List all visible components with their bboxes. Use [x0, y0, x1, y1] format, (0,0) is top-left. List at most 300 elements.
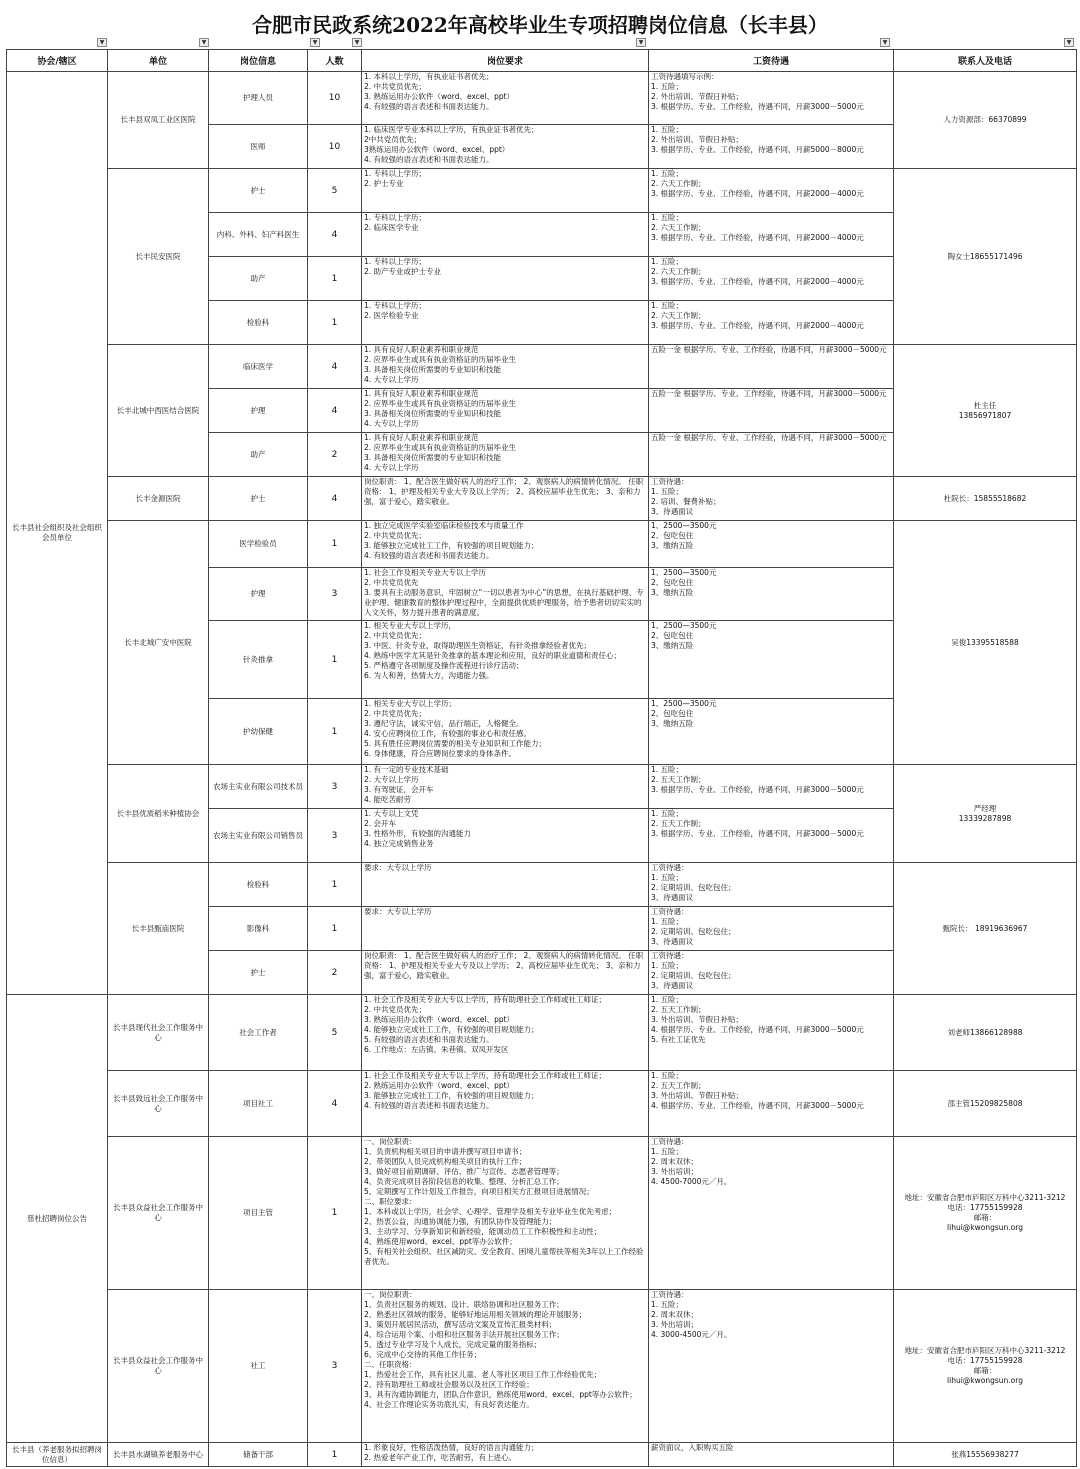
contact-cell: 严经理 13339287898 [894, 765, 1077, 863]
requirement-cell-line: 4. 大专以上学历 [364, 375, 419, 384]
requirement-cell-line: 2. 中共党员优先 [364, 578, 419, 587]
unit-cell: 长丰县致远社会工作服务中心 [108, 1071, 209, 1137]
salary-cell-line: 工资待遇： [651, 1290, 689, 1299]
post-cell: 医学检验员 [209, 521, 308, 568]
table-row [7, 765, 1077, 809]
requirement-cell [362, 809, 649, 863]
salary-cell [649, 809, 894, 863]
requirement-cell [362, 1443, 649, 1467]
salary-cell-line: 3、待遇面议 [651, 937, 694, 946]
salary-cell [649, 621, 894, 699]
salary-cell [649, 389, 894, 433]
salary-cell [649, 521, 894, 568]
filter-dropdown-icon[interactable]: ▼ [880, 38, 890, 47]
requirement-cell [362, 213, 649, 257]
post-cell: 检验科 [209, 863, 308, 907]
requirement-cell-line: 1. 独立完成医学实验室临床检验技术与质量工作 [364, 521, 524, 530]
salary-cell-line: 2、包吃包住 [651, 531, 694, 540]
salary-cell-line: 4. 3000-4500元／月。 [651, 1330, 732, 1339]
requirement-cell-line: 1. 具有良好人职业素养和职业规范 [364, 433, 479, 442]
requirement-cell [362, 568, 649, 621]
post-cell: 助产 [209, 257, 308, 301]
table-row [7, 345, 1077, 389]
header-count: 人数 [308, 50, 362, 72]
salary-cell-line: 2. 五天工作制； [651, 819, 706, 828]
header-assoc: 协会/辖区 [7, 50, 108, 72]
requirement-cell-line: 1. 本科以上学历，有执业证书者优先； [364, 72, 494, 81]
post-cell: 护士 [209, 951, 308, 995]
salary-cell-line: 1. 五险； [651, 961, 684, 970]
requirement-cell-line: 2. 助产专业或护士专业 [364, 267, 442, 276]
requirement-cell-line: 2. 医学检验专业 [364, 311, 419, 320]
count-cell: 4 [308, 345, 362, 389]
salary-cell-line: 3. 根据学历、专业、工作经验，待遇不同，月薪2000－4000元 [651, 321, 864, 330]
requirement-cell-line: 1. 社会工作及相关专业大专以上学历，持有助理社会工作师或社工师证； [364, 1071, 607, 1080]
count-cell: 1 [308, 907, 362, 951]
requirement-cell-line: 1. 临床医学专业本科以上学历，有执业证书者优先； [364, 125, 539, 134]
salary-cell-line: 1. 五险； [651, 995, 684, 1004]
count-cell: 1 [308, 621, 362, 699]
requirement-cell [362, 477, 649, 521]
count-cell: 5 [308, 995, 362, 1071]
salary-cell [649, 995, 894, 1071]
unit-cell: 长丰北城中西医结合医院 [108, 345, 209, 477]
requirement-cell-line: 3. 遵纪守法，诚实守信，品行端正，人格健全。 [364, 719, 524, 728]
requirement-cell [362, 1071, 649, 1137]
requirement-cell-line: 3. 具备相关岗位所需要的专业知识和技能 [364, 453, 502, 462]
contact-cell: 张燕15556938277 [894, 1443, 1077, 1467]
requirement-cell-line: 2. 中共党员优先； [364, 631, 427, 640]
requirement-cell-line: 6. 工作地点：左店镇、朱巷镇、双凤开发区 [364, 1045, 509, 1054]
unit-cell: 长丰县优质稻米种植协会 [108, 765, 209, 863]
requirement-cell [362, 621, 649, 699]
requirement-cell-line: 3. 有驾驶证，会开车 [364, 785, 434, 794]
salary-cell-line: 2. 周末双休； [651, 1157, 699, 1166]
count-cell: 2 [308, 951, 362, 995]
salary-cell-line: 2. 周末双休； [651, 1310, 699, 1319]
salary-cell-line: 1. 五险； [651, 1300, 684, 1309]
requirement-cell-line: 4、负责完成项目各阶段信息的收集、整理、分析汇总工作； [364, 1177, 564, 1186]
requirement-cell-line: 岗位职责： 1、配合医生做好病人的治疗工作； 2、观察病人的病情转化情况。 任职资格： 1、护理及相关专业大专及以上学历； 2、高校应届毕业生优先； 3、亲和力强，富于爱心，踏实敬业。 [364, 477, 644, 506]
requirement-cell-line: 1. 形象良好，性格活泼热情，良好的语言沟通能力； [364, 1443, 539, 1452]
salary-cell [649, 345, 894, 389]
requirement-cell-line: 1. 专科以上学历； [364, 257, 427, 266]
salary-cell-line: 3. 根据学历、专业、工作经验，待遇不同，月薪3000－5000元 [651, 829, 864, 838]
salary-cell-line: 工资待遇： [651, 863, 689, 872]
salary-cell-line: 3、待遇面议 [651, 981, 694, 990]
header-contact: 联系人及电话 [894, 50, 1077, 72]
salary-cell-line: 3. 外出培训、节假日补贴； [651, 1091, 744, 1100]
requirement-cell-line: 1. 社会工作及相关专业大专以上学历 [364, 568, 487, 577]
post-cell: 内科、外科、妇产科医生 [209, 213, 308, 257]
requirement-cell [362, 521, 649, 568]
requirement-cell [362, 907, 649, 951]
salary-cell-line: 5. 有社工证优先 [651, 1035, 706, 1044]
salary-cell-line: 2. 外出培训、节假日补贴； [651, 135, 744, 144]
salary-cell-line: 2. 六天工作制； [651, 267, 706, 276]
requirement-cell-line: 4. 独立完成销售业务 [364, 839, 434, 848]
table-row [7, 1290, 1077, 1443]
contact-cell: 陶女士18655171496 [894, 169, 1077, 345]
table-row [7, 477, 1077, 521]
salary-cell-line: 3. 根据学历、专业、工作经验，待遇不同，月薪2000－4000元 [651, 277, 864, 286]
unit-cell: 长丰金源医院 [108, 477, 209, 521]
salary-cell-line: 1. 五险； [651, 873, 684, 882]
salary-cell-line: 2. 定期培训、包吃包住； [651, 927, 736, 936]
requirement-cell-line: 6. 身体健康，符合应聘岗位要求的身体条件。 [364, 749, 517, 758]
filter-dropdown-icon[interactable]: ▼ [310, 38, 320, 47]
count-cell: 3 [308, 1290, 362, 1443]
requirement-cell-line: 3、做好项目前期调研、评估、推广与宣传、志愿者管理等； [364, 1167, 564, 1176]
salary-cell-line: 1. 五险； [651, 487, 684, 496]
requirement-cell-line: 4. 有较强的语言表述和书面表达能力。 [364, 1101, 494, 1110]
count-cell: 2 [308, 433, 362, 477]
requirement-cell-line: 要求：大专以上学历 [364, 863, 432, 872]
requirement-cell-line: 6. 为人和善，热情大方，沟通能力强。 [364, 671, 494, 680]
requirement-cell-line: 二、任职资格： [364, 1360, 417, 1369]
salary-cell [649, 169, 894, 213]
count-cell: 1 [308, 521, 362, 568]
post-cell: 项目主管 [209, 1137, 308, 1290]
salary-cell-line: 1. 五险； [651, 169, 684, 178]
salary-cell-line: 工资待遇： [651, 1137, 689, 1146]
requirement-cell-line: 4. 有较强的语言表述和书面表达能力。 [364, 102, 494, 111]
table-row [7, 521, 1077, 568]
salary-cell-line: 2. 六天工作制； [651, 223, 706, 232]
requirement-cell-line: 2、带领团队人员完成机构相关项目的执行工作； [364, 1157, 527, 1166]
post-cell: 社会工作者 [209, 995, 308, 1071]
count-cell: 10 [308, 72, 362, 125]
header-post: 岗位信息 [209, 50, 308, 72]
post-cell: 护士 [209, 477, 308, 521]
requirement-cell-line: 4. 大专以上学历 [364, 419, 419, 428]
salary-cell-line: 1. 五险； [651, 917, 684, 926]
salary-cell-line: 3. 外出培训； [651, 1320, 699, 1329]
salary-cell [649, 301, 894, 345]
requirement-cell-line: 4. 能够独立完成社工工作，有较强的项目规划能力； [364, 1025, 539, 1034]
requirement-cell-line: 1、负责社区服务的规划、设计、联络协调和社区服务工作； [364, 1300, 564, 1309]
assoc-cell: 长丰县（养老服务拟招聘岗位信息） [7, 1443, 108, 1467]
salary-cell [649, 72, 894, 125]
salary-cell-line: 1. 五险； [651, 125, 684, 134]
post-cell: 医师 [209, 125, 308, 169]
salary-cell-line: 薪资面议，入职购买五险 [651, 1443, 734, 1452]
post-cell: 针灸推拿 [209, 621, 308, 699]
unit-cell: 长丰县现代社会工作服务中心 [108, 995, 209, 1071]
salary-cell-line: 2. 五天工作制； [651, 775, 706, 784]
requirement-cell [362, 995, 649, 1071]
requirement-cell-line: 1. 大专以上文凭 [364, 809, 419, 818]
post-cell: 护理 [209, 568, 308, 621]
requirement-cell-line: 2. 中共党员优先； [364, 1005, 427, 1014]
salary-cell-line: 2、包吃包住 [651, 709, 694, 718]
requirement-cell-line: 1、负责机构相关项目的申请并撰写项目申请书； [364, 1147, 527, 1156]
contact-cell: 人力资源部：66370899 [894, 72, 1077, 169]
post-cell: 护理 [209, 389, 308, 433]
count-cell: 1 [308, 301, 362, 345]
contact-cell: 杜主任 13856971807 [894, 345, 1077, 477]
requirement-cell-line: 2. 护士专业 [364, 179, 404, 188]
count-cell: 4 [308, 1071, 362, 1137]
salary-cell [649, 433, 894, 477]
salary-cell-line: 3. 外出培训、节假日补贴； [651, 1015, 744, 1024]
salary-cell-line: 3. 根据学历、专业、工作经验，待遇不同，月薪3000－5000元 [651, 102, 864, 111]
contact-cell: 地址：安徽省合肥市庐阳区万科中心3211-3212 电话：17755159928 邮箱： lihui@kwongsun.org [894, 1137, 1077, 1290]
requirement-cell-line: 3. 中医、针灸专业，取得助理医生资格证，有针灸推拿经验者优先； [364, 641, 592, 650]
requirement-cell-line: 3. 要具有主动服务意识，牢固树立“一切以患者为中心”的思想，在执行基础护理、专业护理、健康教育的整体护理过程中，全面提供优质护理服务，给予患者切切实实的人文关怀，努力提升患者的满意度。 [364, 588, 644, 617]
requirement-cell-line: 2. 会开车 [364, 819, 397, 828]
requirement-cell-line: 1. 具有良好人职业素养和职业规范 [364, 389, 479, 398]
salary-cell-line: 3. 外出培训； [651, 1167, 699, 1176]
salary-cell-line: 1. 五险； [651, 1147, 684, 1156]
header-requirements: 岗位要求 [362, 50, 649, 72]
salary-cell [649, 213, 894, 257]
table-row [7, 995, 1077, 1071]
page-title: 合肥市民政系统2022年高校毕业生专项招聘岗位信息（长丰县） [252, 13, 828, 37]
requirement-cell-line: 4、熟练使用word、excel、ppt等办公软件； [364, 1237, 517, 1246]
salary-cell-line: 1. 五险； [651, 765, 684, 774]
requirement-cell-line: 2. 应界毕业生或具有执业资格证的历届毕业生 [364, 355, 517, 364]
header-salary: 工资待遇 [649, 50, 894, 72]
requirement-cell [362, 699, 649, 765]
salary-cell-line: 2、包吃包住 [651, 578, 694, 587]
count-cell: 4 [308, 477, 362, 521]
salary-cell-line: 1、2500—3500元 [651, 621, 717, 630]
salary-cell-line: 3、缴纳五险 [651, 719, 694, 728]
salary-cell-line: 2. 五天工作制； [651, 1081, 706, 1090]
requirement-cell-line: 2. 中共党员优先； [364, 82, 427, 91]
requirement-cell [362, 72, 649, 125]
post-cell: 项目社工 [209, 1071, 308, 1137]
filter-dropdown-icon[interactable]: ▼ [352, 38, 362, 47]
requirement-cell-line: 3. 具备相关岗位所需要的专业知识和技能 [364, 365, 502, 374]
requirement-cell-line: 2. 中共党员优先； [364, 531, 427, 540]
requirement-cell-line: 1. 专科以上学历； [364, 169, 427, 178]
table-row [7, 169, 1077, 213]
post-cell: 影像科 [209, 907, 308, 951]
requirement-cell-line: 1. 专科以上学历； [364, 301, 427, 310]
filter-dropdown-icon[interactable]: ▼ [199, 38, 209, 47]
requirement-cell-line: 5. 具有胜任应聘岗位需要的相关专业知识和工作能力； [364, 739, 547, 748]
requirement-cell [362, 301, 649, 345]
contact-cell: 吴俊13395518588 [894, 521, 1077, 765]
table-body [7, 72, 1077, 1467]
requirement-cell-line: 3、策划开展居民活动，撰写活动文案及宣传汇报类材料； [364, 1320, 557, 1329]
requirement-cell [362, 765, 649, 809]
requirement-cell [362, 1290, 649, 1443]
requirement-cell-line: 5、有相关社会组织、社区减防灾、安全教育、困境儿童帮扶等相关3年以上工作经验者优先。 [364, 1247, 644, 1266]
requirement-cell-line: 4. 熟练中医学尤其是针灸推拿的基本理论和应用，良好的职业道德和责任心； [364, 651, 622, 660]
requirement-cell-line: 2、持有助理社工师或社会服务以及社区工作经验； [364, 1380, 534, 1389]
requirement-cell [362, 951, 649, 995]
post-cell: 社工 [209, 1290, 308, 1443]
requirement-cell-line: 2、热衷公益，沟通协调能力强，有团队协作及管理能力； [364, 1217, 557, 1226]
unit-cell: 长丰民安医院 [108, 169, 209, 345]
requirement-cell-line: 3、主动学习、分享新知识和新经验，能调动员工工作积极性和主动性； [364, 1227, 602, 1236]
table-row [7, 72, 1077, 125]
job-table [6, 49, 1077, 1467]
count-cell: 4 [308, 213, 362, 257]
count-cell: 1 [308, 257, 362, 301]
count-cell: 1 [308, 699, 362, 765]
requirement-cell-line: 4. 能吃苦耐劳 [364, 795, 412, 804]
salary-cell [649, 1290, 894, 1443]
contact-cell: 邵主管15209825808 [894, 1071, 1077, 1137]
requirement-cell-line: 3、具有沟通协调能力，团队合作意识，熟练使用word、excel、ppt等办公软件； [364, 1390, 637, 1399]
post-cell: 护士 [209, 169, 308, 213]
salary-cell-line: 2. 培训、餐费补贴； [651, 497, 721, 506]
requirement-cell-line: 5. 有较强的语言表述和书面表达能力。 [364, 1035, 494, 1044]
salary-cell-line: 3. 根据学历、专业、工作经验，待遇不同，月薪5000－8000元 [651, 145, 864, 154]
requirement-cell [362, 863, 649, 907]
requirement-cell-line: 1. 具有良好人职业素养和职业规范 [364, 345, 479, 354]
requirement-cell [362, 389, 649, 433]
salary-cell [649, 125, 894, 169]
salary-cell [649, 765, 894, 809]
requirement-cell [362, 169, 649, 213]
salary-cell-line: 2. 五天工作制； [651, 1005, 706, 1014]
post-cell: 农场主实业有限公司销售员 [209, 809, 308, 863]
salary-cell-line: 五险一金 根据学历、专业、工作经验，待遇不同，月薪3000－5000元 [651, 389, 887, 398]
requirement-cell-line: 4. 大专以上学历 [364, 463, 419, 472]
table-header-row [7, 50, 1077, 72]
count-cell: 10 [308, 125, 362, 169]
post-cell: 临床医学 [209, 345, 308, 389]
requirement-cell-line: 一、岗位职责： [364, 1137, 417, 1146]
salary-cell [649, 477, 894, 521]
table-row [7, 863, 1077, 907]
assoc-cell: 慈杜招聘岗位公告 [7, 995, 108, 1443]
salary-cell-line: 2. 六天工作制； [651, 311, 706, 320]
salary-cell-line: 3、待遇面议 [651, 893, 694, 902]
requirement-cell-line: 2. 热爱老年产业工作，吃苦耐劳，有上进心。 [364, 1453, 517, 1462]
requirement-cell-line: 二、职位要求： [364, 1197, 417, 1206]
count-cell: 5 [308, 169, 362, 213]
salary-cell [649, 1071, 894, 1137]
salary-cell [649, 863, 894, 907]
salary-cell-line: 1、2500—3500元 [651, 568, 717, 577]
requirement-cell [362, 1137, 649, 1290]
post-cell: 护幼保健 [209, 699, 308, 765]
salary-cell [649, 257, 894, 301]
salary-cell-line: 3、缴纳五险 [651, 541, 694, 550]
filter-dropdown-icon[interactable]: ▼ [636, 38, 646, 47]
requirement-cell-line: 5. 严格遵守各项制度及操作流程进行诊疗活动； [364, 661, 524, 670]
unit-cell: 长丰县甄庙医院 [108, 863, 209, 995]
salary-cell-line: 4. 4500-7000元／月。 [651, 1177, 732, 1186]
salary-cell-line: 3、待遇面议 [651, 507, 694, 516]
salary-cell-line: 2. 外出培训、节假日补贴； [651, 92, 744, 101]
requirement-cell-line: 3. 熟练运用办公软件（word、excel、ppt） [364, 92, 515, 101]
requirement-cell-line: 2. 应界毕业生或具有执业资格证的历届毕业生 [364, 399, 517, 408]
requirement-cell-line: 3. 能够独立完成社工工作，有较强的项目规划能力； [364, 1091, 539, 1100]
requirement-cell-line: 1、本科或以上学历，社会学、心理学、管理学及相关专业毕业生优先考虑； [364, 1207, 617, 1216]
filter-dropdown-icon[interactable]: ▼ [1064, 38, 1074, 47]
salary-cell-line: 五险一金 根据学历、专业、工作经验，待遇不同，月薪3000－5000元 [651, 345, 887, 354]
salary-cell-line: 2. 六天工作制； [651, 179, 706, 188]
count-cell: 3 [308, 809, 362, 863]
table-row [7, 1071, 1077, 1137]
requirement-cell-line: 3. 具备相关岗位所需要的专业知识和技能 [364, 409, 502, 418]
post-cell: 护理人员 [209, 72, 308, 125]
salary-cell-line: 1. 五险； [651, 82, 684, 91]
requirement-cell-line: 4. 有较强的语言表述和书面表达能力。 [364, 551, 494, 560]
filter-dropdown-icon[interactable]: ▼ [97, 38, 107, 47]
salary-cell-line: 3. 根据学历、专业、工作经验，待遇不同，月薪3000－5000元 [651, 785, 864, 794]
unit-cell: 长丰县众益社会工作服务中心 [108, 1137, 209, 1290]
table-row [7, 1443, 1077, 1467]
requirement-cell-line: 6、完成中心交待的其他工作任务； [364, 1350, 482, 1359]
unit-cell: 长丰北城广安中医院 [108, 521, 209, 765]
requirement-cell-line: 2. 熟练运用办公软件（word、excel、ppt） [364, 1081, 515, 1090]
requirement-cell-line: 2. 中共党员优先； [364, 709, 427, 718]
salary-cell-line: 2. 定期培训、包吃包住； [651, 971, 736, 980]
requirement-cell-line: 2. 应界毕业生或具有执业资格证的历届毕业生 [364, 443, 517, 452]
salary-cell-line: 3、缴纳五险 [651, 588, 694, 597]
requirement-cell-line: 2、熟悉社区领域的服务，能够好地运用相关领域的理论开展服务； [364, 1310, 587, 1319]
requirement-cell-line: 2. 大专以上学历 [364, 775, 419, 784]
post-cell: 农场主实业有限公司技术员 [209, 765, 308, 809]
salary-cell-line: 工资待遇： [651, 951, 689, 960]
requirement-cell [362, 433, 649, 477]
salary-cell-line: 1. 五险； [651, 1071, 684, 1080]
salary-cell-line: 1. 五险； [651, 213, 684, 222]
salary-cell [649, 568, 894, 621]
post-cell: 储备干部 [209, 1443, 308, 1467]
contact-cell: 杜院长：15855518682 [894, 477, 1077, 521]
requirement-cell-line: 5、定期撰写工作计划及工作报告，向项目相关方汇报项目进展情况； [364, 1187, 594, 1196]
salary-cell-line: 工资待遇填写示例： [651, 72, 719, 81]
assoc-cell: 长丰县社会组织及社会组织会员单位 [7, 72, 108, 995]
salary-cell-line: 2. 定期培训、包吃包住； [651, 883, 736, 892]
requirement-cell [362, 345, 649, 389]
post-cell: 检验科 [209, 301, 308, 345]
contact-cell: 刘老师13866128988 [894, 995, 1077, 1071]
requirement-cell-line: 1. 社会工作及相关专业大专以上学历，持有助理社会工作师或社工师证； [364, 995, 607, 1004]
count-cell: 3 [308, 568, 362, 621]
salary-cell-line: 1. 五险； [651, 257, 684, 266]
post-cell: 助产 [209, 433, 308, 477]
requirement-cell-line: 2中共党员优先； [364, 135, 422, 144]
unit-cell: 长丰县双凤工业区医院 [108, 72, 209, 169]
requirement-cell-line: 4. 有较强的语言表述和书面表达能力。 [364, 155, 494, 164]
requirement-cell-line: 4、综合运用个案、小组和社区服务手法开展社区服务工作； [364, 1330, 564, 1339]
salary-cell-line: 4. 根据学历、专业、工作经验，待遇不同，月薪3000－5000元 [651, 1101, 864, 1110]
requirement-cell-line: 要求：大专以上学历 [364, 907, 432, 916]
salary-cell-line: 工资待遇： [651, 907, 689, 916]
count-cell: 1 [308, 1443, 362, 1467]
requirement-cell-line: 1. 相关专业大专以上学历， [364, 621, 457, 630]
requirement-cell-line: 4、社会工作理论实务功底扎实，有良好表达能力。 [364, 1400, 534, 1409]
count-cell: 4 [308, 389, 362, 433]
requirement-cell-line: 2. 临床医学专业 [364, 223, 419, 232]
contact-cell: 甄院长： 18919636967 [894, 863, 1077, 995]
requirement-cell-line: 1. 有一定的专业技术基础 [364, 765, 449, 774]
requirement-cell-line: 5、透过专业学习及个人成长，完成定量的服务指标； [364, 1340, 542, 1349]
salary-cell-line: 1. 五险； [651, 301, 684, 310]
salary-cell-line: 3. 根据学历、专业、工作经验，待遇不同，月薪2000－4000元 [651, 189, 864, 198]
header-unit: 单位 [108, 50, 209, 72]
requirement-cell-line: 3熟练运用办公软件（word、excel、ppt） [364, 145, 510, 154]
requirement-cell-line: 岗位职责： 1、配合医生做好病人的治疗工作； 2、观察病人的病情转化情况。 任职资格： 1、护理及相关专业大专及以上学历； 2、高校应届毕业生优先； 3、亲和力强，富于爱心，踏实敬业。 [364, 951, 644, 980]
salary-cell-line: 1、2500—3500元 [651, 521, 717, 530]
salary-cell [649, 1443, 894, 1467]
salary-cell-line: 五险一金 根据学历、专业、工作经验，待遇不同，月薪3000－5000元 [651, 433, 887, 442]
requirement-cell-line: 一、岗位职责： [364, 1290, 417, 1299]
salary-cell-line: 1、2500—3500元 [651, 699, 717, 708]
count-cell: 1 [308, 863, 362, 907]
salary-cell [649, 951, 894, 995]
